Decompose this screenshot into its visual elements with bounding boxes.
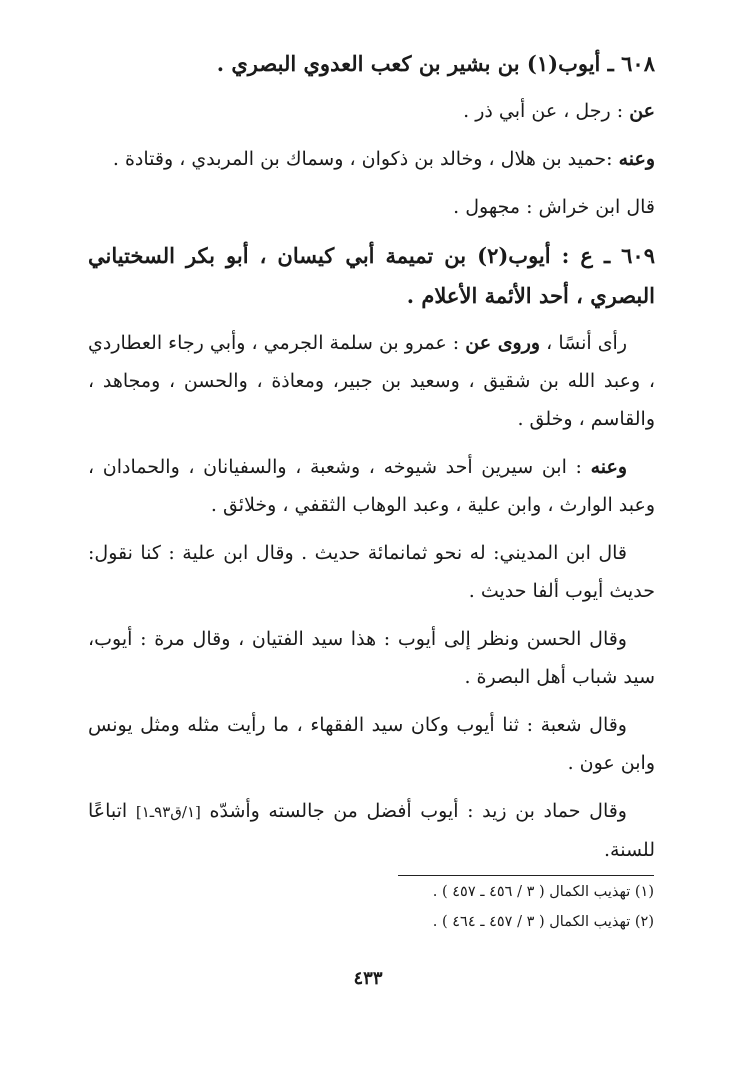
footnote-1: (١) تهذيب الكمال ( ٣ / ٤٥٦ ـ ٤٥٧ ) .: [432, 884, 654, 900]
manuscript-ref: [١/ق٩٣ـ١]: [135, 803, 201, 821]
footnote-separator: [398, 875, 654, 876]
entry-heading-608: ٦٠٨ ـ أيوب(١) بن بشير بن كعب العدوي البصري .: [216, 51, 655, 76]
footnote-2: (٢) تهذيب الكمال ( ٣ / ٤٥٧ ـ ٤٦٤ ) .: [432, 914, 654, 930]
entry-609-quote-1: قال ابن المديني: له نحو ثمانمائة حديث . وقال ابن علية : كنا نقول: حديث أيوب ألفا حديث .: [88, 542, 655, 602]
entry-608-anhu: وعنه :حميد بن هلال ، وخالد بن ذكوان ، وسماك بن المربدي ، وقتادة .: [112, 148, 655, 170]
entry-609-quote-4: وقال حماد بن زيد : أيوب أفضل من جالسته وأشدّه [١/ق٩٣ـ١] اتباعًا للسنة.: [88, 800, 655, 861]
page-body: [88, 44, 655, 879]
entry-heading-609: ٦٠٩ ـ ع : أيوب(٢) بن تميمة أبي كيسان ، أبو بكر السختياني البصري ، أحد الأئمة الأعلام .: [88, 243, 655, 308]
entry-608-note: قال ابن خراش : مجهول .: [453, 196, 655, 218]
entry-609-students: وعنه : ابن سيرين أحد شيوخه ، وشعبة ، والسفيانان ، والحمادان ، وعبد الوارث ، وابن علية ، وعبد الوهاب الثقفي ، وخلائق .: [88, 456, 655, 516]
entry-609-narrators: رأى أنسًا ، وروى عن : عمرو بن سلمة الجرمي ، وأبي رجاء العطاردي ، وعبد الله بن شقيق ، وسعيد بن جبير، ومعاذة ، والحسن ، ومجاهد ، والقاسم ، وخلق .: [88, 332, 655, 430]
entry-609-quote-3: وقال شعبة : ثنا أيوب وكان سيد الفقهاء ، ما رأيت مثله ومثل يونس وابن عون .: [88, 714, 655, 774]
entry-608-an: عن : رجل ، عن أبي ذر .: [463, 100, 655, 122]
page-number: ٤٣٣: [353, 968, 383, 989]
entry-609-quote-2: وقال الحسن ونظر إلى أيوب : هذا سيد الفتيان ، وقال مرة : أيوب، سيد شباب أهل البصرة .: [88, 628, 655, 688]
